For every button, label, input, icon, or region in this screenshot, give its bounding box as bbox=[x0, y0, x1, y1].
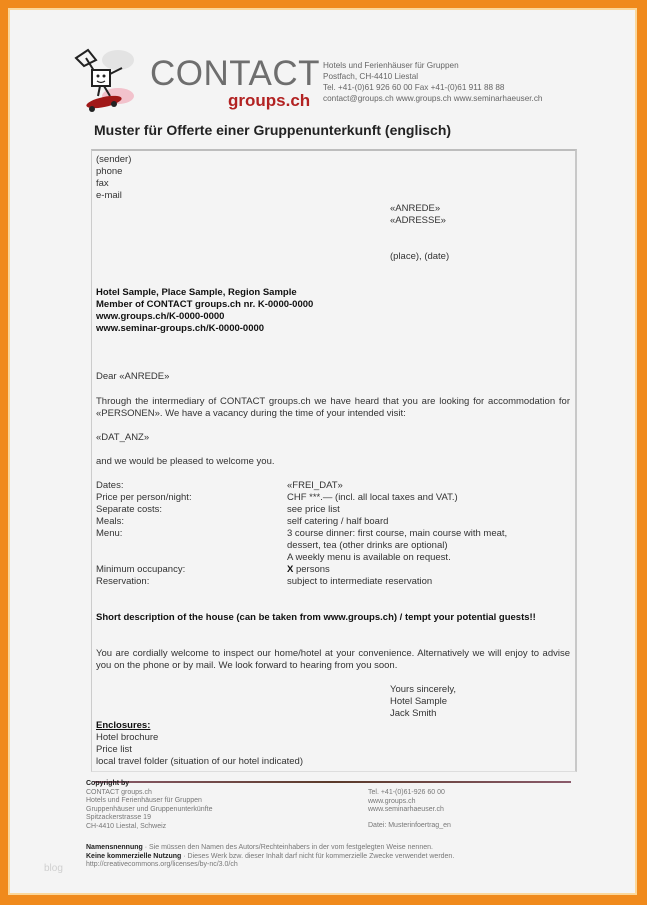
detail-value: see price list bbox=[287, 504, 340, 515]
detail-value: self catering / half board bbox=[287, 516, 389, 527]
logo-contact-text: CONTACT bbox=[150, 54, 321, 93]
license-line bbox=[86, 844, 454, 853]
intro-paragraph: Through the intermediary of CONTACT groups.ch we have heard that you are looking for accommodation for «PERSONEN». We have a vacancy during the time of your intended visit: bbox=[96, 396, 570, 419]
short-description: Short description of the house (can be taken from www.groups.ch) / tempt your potential guests!! bbox=[96, 612, 536, 623]
sender-line: fax bbox=[96, 178, 109, 189]
footer-line: www.seminarhaeuser.ch bbox=[368, 806, 444, 813]
closing-line: Jack Smith bbox=[390, 708, 437, 719]
salutation: Dear «ANREDE» bbox=[96, 371, 170, 382]
license-block bbox=[86, 844, 454, 870]
detail-label: Reservation: bbox=[96, 576, 150, 587]
copyright-heading: Copyright by bbox=[86, 780, 130, 787]
detail-label: Separate costs: bbox=[96, 504, 163, 515]
detail-value bbox=[287, 564, 330, 576]
inspect-paragraph: You are cordially welcome to inspect our home/hotel at your convenience. Alternatively we will enjoy to advise you on the phone or by mail. We look forward to hearing from you soon. bbox=[96, 648, 570, 671]
recipient-salutation-field: «ANREDE» bbox=[390, 203, 441, 214]
welcome-text: and we would be pleased to welcome you. bbox=[96, 456, 275, 467]
hotel-info-line: Hotel Sample, Place Sample, Region Sample bbox=[96, 287, 297, 298]
license-line bbox=[86, 853, 454, 862]
license-text: · Dieses Werk bzw. dieser Inhalt darf nicht für kommerzielle Zwecke verwendet werden. bbox=[181, 852, 455, 860]
enclosure-item: Price list bbox=[96, 744, 132, 755]
license-term: Namensnennung bbox=[86, 844, 143, 851]
detail-label: Price per person/night: bbox=[96, 492, 192, 503]
sender-line: e-mail bbox=[96, 190, 122, 201]
detail-value: subject to intermediate reservation bbox=[287, 576, 433, 587]
sender-line: (sender) bbox=[96, 154, 132, 165]
header-info-line: Hotels und Ferienhäuser für Gruppen bbox=[323, 61, 459, 70]
hotel-info-line: Member of CONTACT groups.ch nr. K-0000-0000 bbox=[96, 299, 314, 310]
logo-groups-text: groups.ch bbox=[228, 91, 311, 110]
occupancy-count: X bbox=[287, 564, 294, 575]
detail-value: 3 course dinner: first course, main course with meat, bbox=[287, 528, 508, 539]
enclosure-item: local travel folder (situation of our hotel indicated) bbox=[96, 756, 304, 767]
license-text: · Sie müssen den Namen des Autors/Rechteinhabers in der vom festgelegten Weise nennen. bbox=[142, 844, 433, 851]
detail-label: Menu: bbox=[96, 528, 123, 539]
detail-label: Minimum occupancy: bbox=[96, 564, 186, 575]
detail-value: CHF ***.— (incl. all local taxes and VAT.) bbox=[287, 492, 458, 503]
detail-value: «FREI_DAT» bbox=[287, 480, 343, 491]
dat-anz-field: «DAT_ANZ» bbox=[96, 432, 150, 443]
license-url[interactable]: http://creativecommons.org/licenses/by-nc/3.0/ch bbox=[86, 861, 238, 868]
contact-logo bbox=[70, 46, 320, 116]
header-info-line: Postfach, CH-4410 Liestal bbox=[323, 72, 419, 81]
footer-line: Tel. +41-(0)61-926 60 00 bbox=[368, 789, 445, 796]
footer-line: Gruppenhäuser und Gruppenunterkünfte bbox=[86, 805, 213, 813]
hotel-info-line: www.seminar-groups.ch/K-0000-0000 bbox=[96, 323, 265, 334]
closing-line: Hotel Sample bbox=[390, 696, 448, 707]
footer-right bbox=[368, 789, 451, 830]
detail-label: Dates: bbox=[96, 480, 124, 491]
detail-label: Meals: bbox=[96, 516, 124, 527]
header-contact-info bbox=[323, 60, 542, 104]
footer-line: www.groups.ch bbox=[368, 797, 416, 805]
closing-line: Yours sincerely, bbox=[390, 684, 457, 695]
blog-watermark: blog bbox=[44, 863, 63, 874]
place-date: (place), (date) bbox=[390, 251, 450, 262]
letter-body bbox=[91, 149, 577, 772]
detail-value: A weekly menu is available on request. bbox=[287, 552, 451, 563]
detail-value: dessert, tea (other drinks are optional) bbox=[287, 540, 448, 551]
license-term: Keine kommerzielle Nutzung bbox=[86, 852, 182, 860]
enclosure-item: Hotel brochure bbox=[96, 732, 159, 743]
footer-line: Spitzackerstrasse 19 bbox=[86, 814, 151, 821]
footer-line: CH-4410 Liestal, Schweiz bbox=[86, 822, 167, 830]
document-page bbox=[8, 8, 637, 895]
footer-file-name: Datei: Musterinfoertrag_en bbox=[368, 821, 451, 829]
header-info-line: Tel. +41-(0)61 926 60 00 Fax +41-(0)61 911 88 88 bbox=[323, 83, 505, 92]
footer-left bbox=[86, 780, 212, 831]
footer-line: CONTACT groups.ch bbox=[86, 788, 152, 796]
skateboard-mascot-icon bbox=[70, 46, 148, 118]
sender-line: phone bbox=[96, 166, 123, 177]
recipient-address-field: «ADRESSE» bbox=[390, 215, 446, 226]
occupancy-unit: persons bbox=[293, 564, 330, 575]
enclosures-heading: Enclosures: bbox=[96, 720, 151, 731]
document-title: Muster für Offerte einer Gruppenunterkunft (englisch) bbox=[94, 122, 452, 138]
header-info-line: contact@groups.ch www.groups.ch www.seminarhaeuser.ch bbox=[323, 94, 543, 103]
hotel-info-line: www.groups.ch/K-0000-0000 bbox=[96, 311, 225, 322]
footer-line: Hotels und Ferienhäuser für Gruppen bbox=[86, 797, 202, 804]
